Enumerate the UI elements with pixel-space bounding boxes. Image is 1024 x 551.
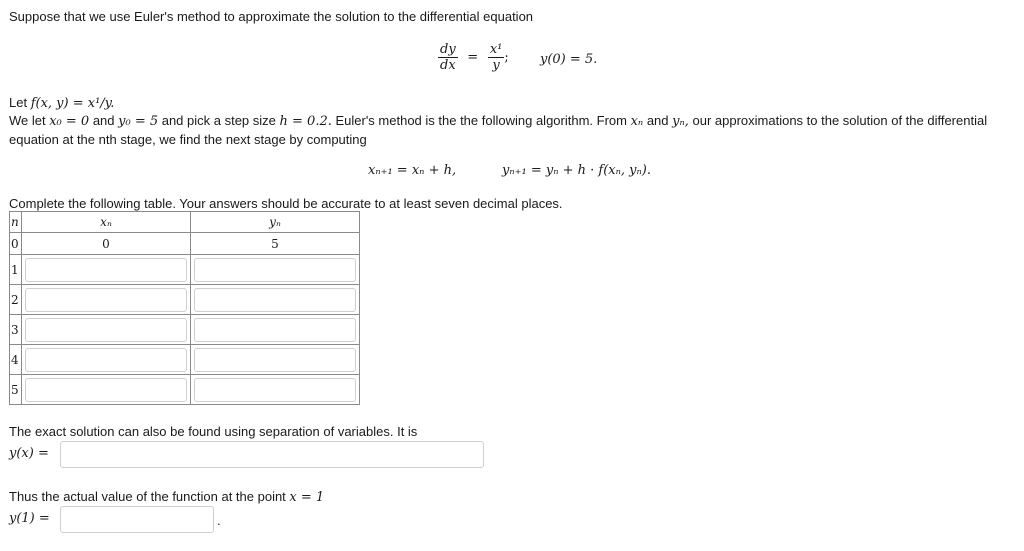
dy-numerator: dy <box>440 42 456 57</box>
step-line-2: equation at the nth stage, we find the next stage by computing <box>9 132 367 147</box>
y2-input[interactable] <box>194 288 356 312</box>
step-text-1: We let <box>9 113 50 128</box>
row-index: 3 <box>10 315 22 345</box>
exact-solution-input[interactable] <box>60 441 484 468</box>
table-row <box>10 315 360 345</box>
exact-solution-label: y(x) = <box>9 446 49 461</box>
header-yn: yₙ <box>191 212 360 233</box>
y5-input[interactable] <box>194 378 356 402</box>
table-row <box>10 375 360 405</box>
x0-value: x₀ = 0 <box>49 114 90 129</box>
table-row <box>10 233 360 255</box>
actual-value-input[interactable] <box>60 506 214 533</box>
header-n: n <box>10 212 22 233</box>
step-size: h = 0.2. <box>279 114 332 129</box>
let-line <box>9 95 114 111</box>
step-text-3: and pick a step size <box>158 113 280 128</box>
euler-table <box>9 211 360 405</box>
equals-sign: = <box>467 49 479 65</box>
step-text-5: and <box>643 113 673 128</box>
y-update-formula: yₙ₊₁ = yₙ + h · f(xₙ, yₙ). <box>502 163 651 178</box>
step-text-4: Euler's method is the the following algorithm. From <box>331 113 631 128</box>
x0-cell: 0 <box>22 233 191 255</box>
x-update-formula: xₙ₊₁ = xₙ + h, <box>368 163 457 178</box>
trailing-period: . <box>217 513 221 528</box>
semicolon: ; <box>504 49 509 65</box>
actual-value-label: y(1) = <box>9 511 50 526</box>
table-row <box>10 285 360 315</box>
step-text-6: our approximations to the solution of the differential <box>688 113 988 128</box>
rhs-numerator: x¹ <box>489 42 503 57</box>
actual-value-text <box>9 489 324 505</box>
x4-input[interactable] <box>25 348 187 372</box>
x3-input[interactable] <box>25 318 187 342</box>
y0-value: y₀ = 5 <box>118 114 159 129</box>
dx-denominator: dx <box>440 58 456 73</box>
y0-cell: 5 <box>191 233 360 255</box>
yn-symbol: yₙ, <box>672 114 689 129</box>
differential-equation <box>438 42 509 73</box>
table-instruction: Complete the following table. Your answers should be accurate to at least seven decimal places. <box>9 196 563 211</box>
table-row <box>10 345 360 375</box>
actual-value-prefix: Thus the actual value of the function at the point <box>9 489 290 504</box>
intro-text: Suppose that we use Euler's method to approximate the solution to the differential equation <box>9 9 534 24</box>
dy-dx-fraction <box>438 42 458 73</box>
y1-input[interactable] <box>194 258 356 282</box>
evaluation-point: x = 1 <box>289 490 325 505</box>
x1-input[interactable] <box>25 258 187 282</box>
step-line <box>9 113 987 129</box>
x2-input[interactable] <box>25 288 187 312</box>
x5-input[interactable] <box>25 378 187 402</box>
row-index: 4 <box>10 345 22 375</box>
y4-input[interactable] <box>194 348 356 372</box>
step-text-2: and <box>89 113 119 128</box>
f-definition: f(x, y) = x¹/y. <box>30 96 115 111</box>
header-xn: xₙ <box>22 212 191 233</box>
row-index: 1 <box>10 255 22 285</box>
rhs-denominator: y <box>492 58 500 73</box>
row-index: 5 <box>10 375 22 405</box>
initial-condition: y(0) = 5. <box>540 52 598 67</box>
y3-input[interactable] <box>194 318 356 342</box>
rhs-fraction <box>488 42 505 73</box>
let-prefix: Let <box>9 95 31 110</box>
row-index: 2 <box>10 285 22 315</box>
table-row <box>10 255 360 285</box>
row-index: 0 <box>10 233 22 255</box>
exact-solution-text: The exact solution can also be found using separation of variables. It is <box>9 424 418 439</box>
xn-symbol: xₙ <box>630 114 644 129</box>
